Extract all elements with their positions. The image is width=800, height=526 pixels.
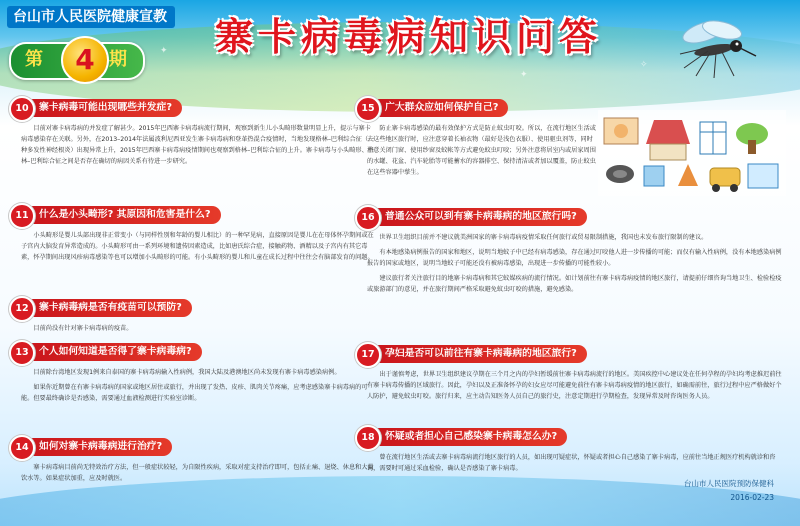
answer-paragraph: 曾在流行地区生活或去寨卡病毒病流行地区旅行的人员，如出现可疑症状，怀疑或者担心自己感染了寨卡病毒，应前往当地正规医疗机构就诊和咨询，需要时可通过采血检验，确认是否感染了寨卡病毒。 <box>367 454 776 472</box>
question-number-badge: 13 <box>9 340 35 366</box>
issue-badge <box>9 42 145 80</box>
answer-paragraph: 建议旅行者关注旅行目的地寨卡病毒病和其它蚊媒疾病的流行情况。如计划前往有寨卡病毒病疫情的地区旅行，请提前仔细咨询当地卫生、检验检疫或旅游部门的意见，并在旅行期间严格采取避免蚊虫叮咬的措施，避免感染。 <box>367 275 782 293</box>
question-number-badge: 18 <box>355 425 381 451</box>
question-title: 孕妇是否可以前往有寨卡病毒病的地区旅行? <box>373 345 587 363</box>
answer-paragraph: 出于谨慎考虑，世界卫生组织建议孕期在三个月之内的孕妇暂缓前往寨卡病毒病流行的地区。美国疾控中心建议处在任何孕程的孕妇均考虑推迟前往有寨卡病毒传播的区域旅行。因此，孕妇以及正准备怀孕的妇女应尽可能避免前往有寨卡病毒病疫情的地区旅行，如确需前往，旅行过程中应严格做好个人防护，避免蚊虫叮咬。旅行归来，应主动告知医务人员自己的旅行史，注意定期进行孕期检查，发现异常及时咨询医务人员。 <box>367 371 782 400</box>
sparkle-icon: ✦ <box>520 70 528 80</box>
page-title: 寨卡病毒病知识问答 <box>215 15 603 59</box>
footer-date: 2016-02-23 <box>730 493 774 502</box>
organization-title: 台山市人民医院健康宣教 <box>7 6 175 28</box>
answer-paragraph: 寨卡病毒病目前尚无特效治疗方法，但一般症状较轻，为自限性疾病，采取对症支持治疗即可，包括止痛、退烧、休息和大量饮水等。如果症状加重，应及时就医。 <box>21 464 374 482</box>
sparkle-icon: ✧ <box>640 60 648 70</box>
sparkle-icon: ✦ <box>160 46 168 56</box>
question-section-11 <box>9 204 377 267</box>
issue-prefix: 第 <box>25 49 43 70</box>
question-number-badge: 17 <box>355 342 381 368</box>
issue-number: 4 <box>61 36 109 84</box>
question-section-18 <box>355 426 785 478</box>
question-section-12 <box>9 297 377 338</box>
issue-suffix: 期 <box>109 49 127 70</box>
question-title: 个人如何知道是否得了寨卡病毒病? <box>27 343 202 361</box>
footer-organization: 台山市人民医院预防保健科 <box>684 479 774 488</box>
question-title: 寨卡病毒可能出现哪些并发症? <box>27 99 182 117</box>
answer-paragraph: 小头畸形是婴儿头部出现非正常变小（与同样性别和年龄的婴儿相比）的一种罕见病，直接原因是婴儿在在母体怀孕期间或在子宫内大脑发育异常造成的。小头畸形可由一系列环境和遗传因素造成，比如唐氏综合症，接触药物、酒精以及子宫内有其它毒素，怀孕期间出现风疹病毒感染等也可以增加小头畸形的可能。有小头畸形的婴儿和儿童在成长过程中往往会有脑部发育的问题。 <box>21 232 374 261</box>
question-section-10 <box>9 97 377 171</box>
question-section-17 <box>355 343 785 406</box>
question-title: 如何对寨卡病毒病进行治疗? <box>27 438 172 456</box>
answer-paragraph: 防止寨卡病毒感染的最有效保护方式是防止蚊虫叮咬。所以，在流行地区生活或去这些地区旅行时，应注意穿着长袖衣物（最好是浅色衣服）、使用驱虫剂等，同时注意关闭门窗、使用纱窗及蚊帐等方式避免蚊虫叮咬；另外注意将居室内或居家周围的水罐、花盆、汽车轮胎等可能蓄水的容器排空、保持清洁或者加以覆盖，防止蚊虫在这些容器中孳生。 <box>367 125 596 176</box>
mosquito-icon <box>670 18 758 80</box>
question-title: 怀疑或者担心自己感染寨卡病毒怎么办? <box>373 428 567 446</box>
question-section-13 <box>9 341 377 408</box>
answer-paragraph: 如果你近期曾在有寨卡病毒病的国家或地区居住或旅行，并出现了发热、皮疹、肌肉关节疼痛，应考虑感染寨卡病毒病的可能。但要最终确诊是否感染，需要通过血液检测进行实验室诊断。 <box>21 384 368 402</box>
question-number-badge: 10 <box>9 96 35 122</box>
question-title: 普通公众可以到有寨卡病毒病的地区旅行吗? <box>373 208 587 226</box>
question-number-badge: 11 <box>9 203 35 229</box>
answer-paragraph: 目前尚没有针对寨卡病毒病的疫苗。 <box>33 325 133 332</box>
answer-paragraph: 目前对寨卡病毒病的并发症了解甚少。2015年巴西寨卡病毒病流行期间，观察到新生儿小头畸形数量明显上升，提示与寨卡病毒感染存在关联。另外，在2013–2014年法属波利尼西亚发生寨卡病毒病和登革热混合疫情时，当地发现格林–巴利综合征（一种多发性神经根炎）出现异常上升，2015年巴西寨卡病毒病疫情期间也观察到格林–巴利综合征的上升。寨卡病毒与小头畸形、格林–巴利综合征之间是否存在确切的病因关系有待进一步研究。 <box>21 125 375 165</box>
answer-paragraph: 目前除台湾地区发现1例来自泰国的寨卡病毒病输入性病例，我国大陆及港澳地区尚未发现有寨卡病毒感染病例。 <box>33 369 341 376</box>
question-number-badge: 15 <box>355 96 381 122</box>
question-section-15 <box>355 97 600 182</box>
question-section-16 <box>355 206 785 299</box>
mosquito-prevention-illustration <box>598 110 786 196</box>
question-number-badge: 14 <box>9 435 35 461</box>
answer-paragraph: 世界卫生组织目前并不建议就美洲国家的寨卡病毒病疫情采取任何旅行或贸易限制措施，我国也未发布旅行限制的建议。 <box>379 234 708 241</box>
question-title: 广大群众应如何保护自己? <box>373 99 508 117</box>
question-title: 寨卡病毒病是否有疫苗可以预防? <box>27 299 192 317</box>
question-number-badge: 12 <box>9 296 35 322</box>
question-section-14 <box>9 436 377 488</box>
answer-paragraph: 有本地感染病例报告的国家和地区，说明当地蚊子中已经有病毒感染，存在通过叮咬他人进一步传播的可能；而仅有输入性病例，没有本地感染病例报告的国家或地区，说明当地蚊子可能还没有被病毒感染，出现进一步传播的可能性较小。 <box>367 249 782 267</box>
question-title: 什么是小头畸形? 其原因和危害是什么? <box>27 206 221 224</box>
question-number-badge: 16 <box>355 205 381 231</box>
